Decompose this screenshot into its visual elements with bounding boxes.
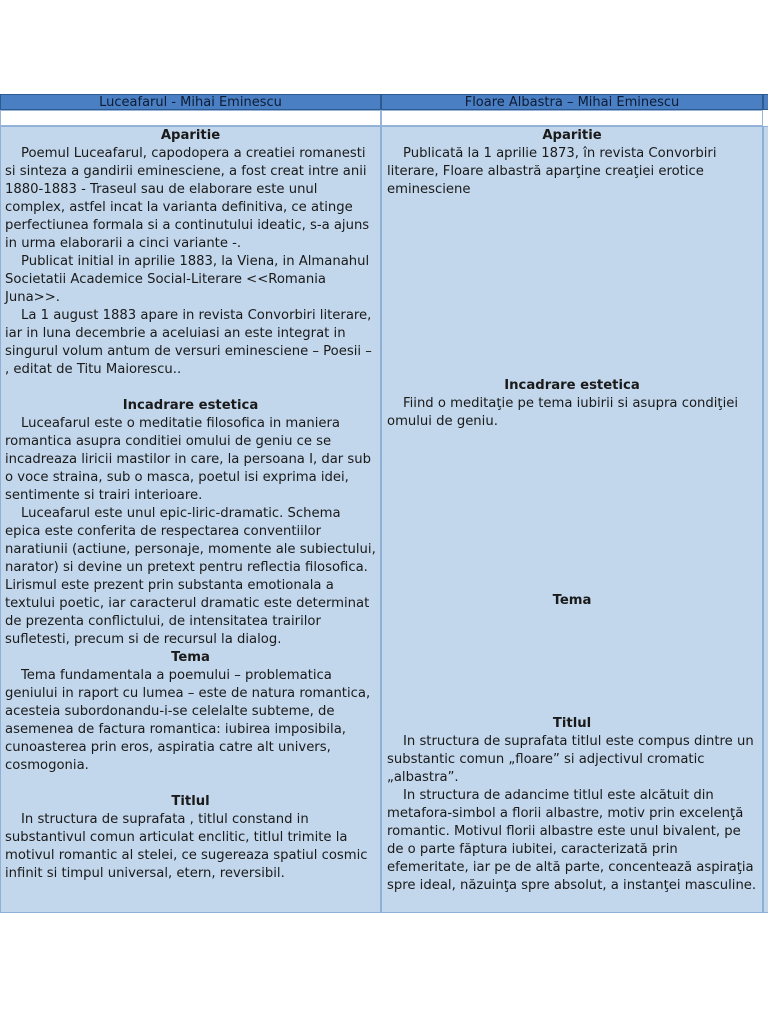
section-title-titlul: Titlul [171, 794, 210, 809]
paragraph: Luceafarul este unul epic-liric-dramatic. Schema epica este conferita de respectarea conventiilor naratiunii (actiune, personaje, momente ale subiectului, narator) si devine un pretext pentru reflectia filosofica. Lirismul este prezent prin substanta emotionala a textului poetic, iar caracterul dramatic este determinat de prezenta conflictului, de intensitatea trairilor sufletesti, precum si de recursul la dialog. [5, 506, 376, 647]
floare-albastra-cell [381, 126, 763, 913]
column-header-extra [763, 94, 768, 110]
extra-column-cell [763, 126, 768, 913]
section-title-titlul: Titlul [552, 716, 592, 731]
paragraph: Publicat initial in aprilie 1883, la Viena, in Almanahul Societatii Academice Social-Literare <<Romania Juna>>. [5, 254, 370, 305]
section-title-aparitie: Aparitie [160, 128, 221, 143]
section-title-aparitie: Aparitie [542, 128, 602, 143]
spacer [5, 379, 376, 397]
paragraph: In structura de suprafata , titlul constand in substantivul comun articulat enclitic, titlul trimite la motivul romantic al stelei, ce sugereaza spatiul cosmic infinit si timpul universal, etern, reversibil. [5, 812, 368, 881]
empty-row-cell-1 [0, 110, 381, 126]
luceafarul-cell [0, 126, 381, 913]
section-title-tema: Tema [552, 593, 592, 608]
paragraph: Publicată la 1 aprilie 1873, în revista Convorbiri literare, Floare albastră aparţine creaţiei erotice eminesciene [387, 146, 717, 197]
paragraph: Fiind o meditaţie pe tema iubirii si asupra condiţiei omului de geniu. [387, 396, 739, 429]
paragraph: In structura de adancime titlul este alcătuit din metafora-simbol a florii albastre, motiv prin excelenţă romantic. Motivul florii albastre este unul bivalent, pe de o parte făptura iubitei, caracterizată prin efemeritate, iar pe de altă parte, concentează aspiraţia spre ideal, năzuinţa spre absolut, a instanţei masculine. [387, 788, 757, 893]
paragraph: La 1 august 1883 apare in revista Convorbiri literare, iar in luna decembrie a aceluiasi an este integrat in singurul volum antum de versuri eminesciene – Poesii – , editat de Titu Maiorescu.. [5, 308, 372, 377]
column-header-floare-albastra: Floare Albastra – Mihai Eminescu [381, 94, 763, 110]
spacer [5, 775, 376, 793]
paragraph: Poemul Luceafarul, capodopera a creatiei romanesti si sinteza a gandirii eminesciene, a fost creat intre anii 1880-1883 - Traseul sau de elaborare este unul complex, astfel incat la varianta definitiva, ce atinge perfectiunea formala si a continutului ideatic, s-a ajuns in urma elaborarii a cinci variante -. [5, 146, 370, 251]
paragraph: Luceafarul este o meditatie filosofica in maniera romantica asupra conditiei omului de geniu ce se incadreaza liricii mastilor in care, la persoana I, dar sub o voce straina, sub o masca, poetul isi exprima idei, sentimente si trairi interioare. [5, 416, 372, 503]
paragraph: Tema fundamentala a poemului – problematica geniului in raport cu lumea – este de natura romantica, acesteia subordonandu-i-se celelalte subteme, de asemenea de factura romantica: iubirea imposibila, cunoasterea prin eros, aspiratia catre alt univers, cosmogonia. [5, 668, 371, 773]
section-title-tema: Tema [171, 650, 210, 665]
section-title-incadrare: Incadrare estetica [504, 378, 640, 393]
section-title-incadrare: Incadrare estetica [122, 398, 259, 413]
column-header-luceafarul: Luceafarul - Mihai Eminescu [0, 94, 381, 110]
paragraph: In structura de suprafata titlul este compus dintre un substantic comun „floare” si adjectivul cromatic „albastra”. [387, 734, 754, 785]
empty-row-cell-2 [381, 110, 763, 126]
